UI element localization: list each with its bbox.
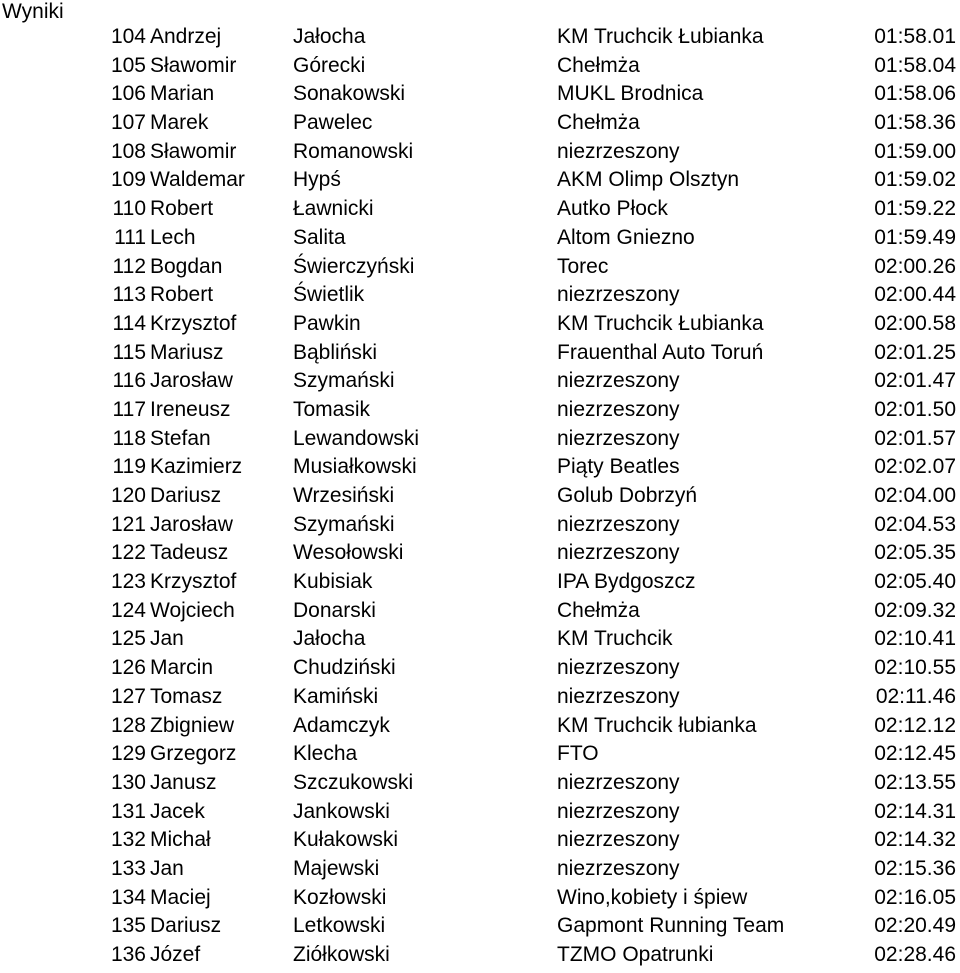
- result-row: [0, 539, 960, 568]
- result-first-name: Stefan: [150, 426, 211, 450]
- result-club: Piąty Beatles: [557, 455, 680, 479]
- result-row: [0, 281, 960, 310]
- result-number: 114: [112, 311, 146, 335]
- result-first-name: Sławomir: [150, 139, 237, 163]
- result-time: 01:58.06: [874, 82, 956, 106]
- result-first-name: Marcin: [150, 656, 214, 680]
- result-row: [0, 511, 960, 540]
- result-row: [0, 912, 960, 941]
- result-row: [0, 396, 960, 425]
- result-row: [0, 23, 960, 52]
- result-row: [0, 769, 960, 798]
- result-first-name: Krzysztof: [150, 311, 237, 335]
- result-last-name: Kamiński: [293, 684, 379, 708]
- result-row: [0, 310, 960, 339]
- result-last-name: Bąbliński: [293, 340, 378, 364]
- result-row: [0, 597, 960, 626]
- result-row: [0, 712, 960, 741]
- result-row: [0, 253, 960, 282]
- result-last-name: Świetlik: [293, 283, 365, 307]
- result-time: 01:59.49: [874, 225, 956, 249]
- result-last-name: Hypś: [293, 168, 341, 192]
- result-club: Torec: [557, 254, 609, 278]
- result-number: 110: [112, 197, 146, 221]
- result-time: 02:12.12: [874, 713, 956, 737]
- result-first-name: Andrzej: [150, 25, 222, 48]
- result-time: 02:13.55: [874, 770, 956, 794]
- result-last-name: Musiałkowski: [293, 455, 417, 479]
- result-last-name: Pawelec: [293, 111, 373, 135]
- result-number: 134: [110, 885, 146, 909]
- result-last-name: Jankowski: [293, 799, 390, 823]
- result-number: 112: [112, 254, 146, 278]
- result-first-name: Robert: [150, 197, 214, 221]
- result-club: niezrzeszony: [557, 684, 680, 708]
- result-row: [0, 568, 960, 597]
- result-time: 02:15.36: [874, 856, 956, 880]
- result-time: 02:00.26: [874, 254, 956, 278]
- result-club: KM Truchcik Łubianka: [557, 25, 764, 48]
- result-time: 02:05.40: [874, 570, 956, 594]
- result-club: KM Truchcik łubianka: [557, 713, 757, 737]
- result-first-name: Lech: [150, 225, 196, 249]
- result-club: TZMO Opatrunki: [557, 943, 714, 966]
- result-number: 105: [110, 53, 146, 77]
- result-last-name: Donarski: [293, 598, 376, 622]
- result-time: 02:05.35: [874, 541, 956, 565]
- result-last-name: Ziółkowski: [293, 943, 390, 966]
- result-last-name: Kozłowski: [293, 885, 387, 909]
- result-time: 01:58.36: [874, 111, 956, 135]
- result-number: 107: [110, 111, 146, 135]
- page-title: Wyniki: [2, 0, 64, 23]
- result-row: [0, 826, 960, 855]
- result-first-name: Marek: [150, 111, 209, 135]
- result-time: 02:16.05: [874, 885, 956, 909]
- result-number: 131: [110, 799, 146, 823]
- result-row: [0, 625, 960, 654]
- result-number: 108: [110, 139, 146, 163]
- result-time: 02:09.32: [874, 598, 956, 622]
- result-club: Golub Dobrzyń: [557, 484, 698, 507]
- result-number: 104: [110, 25, 146, 48]
- result-row: [0, 740, 960, 769]
- result-club: FTO: [557, 742, 599, 766]
- result-time: 02:10.41: [874, 627, 956, 651]
- result-first-name: Zbigniew: [150, 713, 235, 737]
- result-time: 02:14.31: [874, 799, 956, 823]
- result-last-name: Letkowski: [293, 914, 386, 938]
- result-club: MUKL Brodnica: [557, 82, 704, 106]
- result-time: 02:01.50: [874, 397, 956, 421]
- result-number: 113: [112, 283, 146, 307]
- result-number: 125: [110, 627, 146, 651]
- result-number: 128: [110, 713, 146, 737]
- result-number: 106: [110, 82, 146, 106]
- result-club: Wino,kobiety i śpiew: [557, 885, 748, 909]
- result-row: [0, 367, 960, 396]
- result-club: Frauenthal Auto Toruń: [557, 340, 764, 364]
- result-row: [0, 482, 960, 511]
- result-time: 02:28.46: [874, 943, 956, 966]
- result-number: 126: [110, 656, 146, 680]
- result-last-name: Wrzesiński: [293, 484, 395, 507]
- result-number: 118: [112, 426, 146, 450]
- result-club: Chełmża: [557, 598, 640, 622]
- result-last-name: Lewandowski: [293, 426, 420, 450]
- result-last-name: Kułakowski: [293, 828, 399, 852]
- result-last-name: Chudziński: [293, 656, 396, 680]
- result-first-name: Ireneusz: [150, 397, 231, 421]
- result-first-name: Bogdan: [150, 254, 223, 278]
- result-first-name: Jarosław: [150, 369, 233, 393]
- result-time: 02:01.47: [874, 369, 956, 393]
- result-first-name: Kazimierz: [150, 455, 243, 479]
- result-last-name: Świerczyński: [293, 254, 415, 278]
- result-row: [0, 855, 960, 884]
- result-club: Gapmont Running Team: [557, 914, 785, 938]
- result-number: 124: [110, 598, 146, 622]
- result-number: 130: [110, 770, 146, 794]
- result-number: 117: [112, 397, 146, 421]
- result-last-name: Ławnicki: [293, 197, 374, 221]
- result-first-name: Tadeusz: [150, 541, 229, 565]
- result-first-name: Jan: [150, 627, 184, 651]
- result-last-name: Szymański: [293, 512, 395, 536]
- result-last-name: Pawkin: [293, 311, 361, 335]
- result-time: 02:12.45: [874, 742, 956, 766]
- result-first-name: Dariusz: [150, 914, 222, 938]
- result-time: 02:04.53: [874, 512, 956, 536]
- result-number: 120: [110, 484, 146, 507]
- result-number: 119: [112, 455, 146, 479]
- result-last-name: Jałocha: [293, 25, 366, 48]
- result-row: [0, 52, 960, 81]
- result-row: [0, 138, 960, 167]
- result-row: [0, 80, 960, 109]
- result-row: [0, 683, 960, 712]
- result-number: 132: [110, 828, 146, 852]
- result-club: KM Truchcik: [557, 627, 673, 651]
- result-number: 116: [112, 369, 146, 393]
- result-row: [0, 798, 960, 827]
- result-first-name: Tomasz: [150, 684, 223, 708]
- result-row: [0, 453, 960, 482]
- result-last-name: Sonakowski: [293, 82, 406, 106]
- result-club: niezrzeszony: [557, 541, 680, 565]
- result-club: KM Truchcik Łubianka: [557, 311, 764, 335]
- result-first-name: Jacek: [150, 799, 205, 823]
- result-last-name: Salita: [293, 225, 346, 249]
- result-last-name: Klecha: [293, 742, 358, 766]
- result-last-name: Szczukowski: [293, 770, 414, 794]
- result-row: [0, 166, 960, 195]
- result-club: AKM Olimp Olsztyn: [557, 168, 740, 192]
- result-first-name: Sławomir: [150, 53, 237, 77]
- result-club: niezrzeszony: [557, 656, 680, 680]
- result-number: 111: [114, 225, 146, 249]
- result-first-name: Marian: [150, 82, 215, 106]
- result-club: niezrzeszony: [557, 426, 680, 450]
- result-first-name: Michał: [150, 828, 211, 852]
- result-club: Chełmża: [557, 53, 640, 77]
- result-row: [0, 224, 960, 253]
- result-row: [0, 109, 960, 138]
- result-time: 02:20.49: [874, 914, 956, 938]
- result-first-name: Krzysztof: [150, 570, 237, 594]
- result-time: 02:01.57: [874, 426, 956, 450]
- result-club: Altom Gniezno: [557, 225, 695, 249]
- result-row: [0, 195, 960, 224]
- result-number: 135: [110, 914, 146, 938]
- result-last-name: Kubisiak: [293, 570, 373, 594]
- result-row: [0, 425, 960, 454]
- result-first-name: Józef: [150, 943, 201, 966]
- result-time: 01:58.04: [874, 53, 956, 77]
- result-club: Chełmża: [557, 111, 640, 135]
- result-club: niezrzeszony: [557, 512, 680, 536]
- result-club: niezrzeszony: [557, 828, 680, 852]
- result-first-name: Waldemar: [150, 168, 245, 192]
- result-number: 133: [110, 856, 146, 880]
- result-time: 02:14.32: [874, 828, 956, 852]
- result-time: 01:59.00: [874, 139, 956, 163]
- result-last-name: Majewski: [293, 856, 380, 880]
- result-row: [0, 339, 960, 368]
- result-last-name: Jałocha: [293, 627, 366, 651]
- result-number: 129: [110, 742, 146, 766]
- results-list: [0, 23, 960, 970]
- result-first-name: Janusz: [150, 770, 217, 794]
- result-club: niezrzeszony: [557, 799, 680, 823]
- result-club: Autko Płock: [557, 197, 668, 221]
- result-last-name: Górecki: [293, 53, 366, 77]
- result-number: 109: [110, 168, 146, 192]
- result-last-name: Szymański: [293, 369, 395, 393]
- result-first-name: Dariusz: [150, 484, 222, 507]
- result-number: 136: [110, 943, 146, 966]
- result-row: [0, 884, 960, 913]
- result-first-name: Robert: [150, 283, 214, 307]
- result-club: niezrzeszony: [557, 770, 680, 794]
- result-number: 115: [112, 340, 146, 364]
- result-first-name: Jarosław: [150, 512, 233, 536]
- result-first-name: Maciej: [150, 885, 211, 909]
- result-time: 01:59.22: [874, 197, 956, 221]
- result-number: 122: [110, 541, 146, 565]
- result-first-name: Grzegorz: [150, 742, 237, 766]
- result-last-name: Wesołowski: [293, 541, 404, 565]
- result-time: 02:01.25: [874, 340, 956, 364]
- result-first-name: Wojciech: [150, 598, 235, 622]
- result-time: 01:59.02: [874, 168, 956, 192]
- result-club: niezrzeszony: [557, 283, 680, 307]
- result-club: IPA Bydgoszcz: [557, 570, 696, 594]
- result-club: niezrzeszony: [557, 397, 680, 421]
- result-club: niezrzeszony: [557, 369, 680, 393]
- result-club: niezrzeszony: [557, 856, 680, 880]
- result-number: 121: [110, 512, 146, 536]
- result-last-name: Tomasik: [293, 397, 371, 421]
- result-last-name: Romanowski: [293, 139, 414, 163]
- result-time: 02:11.46: [875, 684, 956, 708]
- result-row: [0, 654, 960, 683]
- result-first-name: Mariusz: [150, 340, 224, 364]
- result-number: 127: [110, 684, 146, 708]
- result-time: 02:02.07: [874, 455, 956, 479]
- result-time: 02:00.44: [874, 283, 956, 307]
- result-time: 01:58.01: [874, 25, 956, 48]
- result-time: 02:10.55: [874, 656, 956, 680]
- result-last-name: Adamczyk: [293, 713, 390, 737]
- result-time: 02:00.58: [874, 311, 956, 335]
- result-first-name: Jan: [150, 856, 184, 880]
- result-row: [0, 941, 960, 970]
- result-club: niezrzeszony: [557, 139, 680, 163]
- result-number: 123: [110, 570, 146, 594]
- result-time: 02:04.00: [874, 484, 956, 507]
